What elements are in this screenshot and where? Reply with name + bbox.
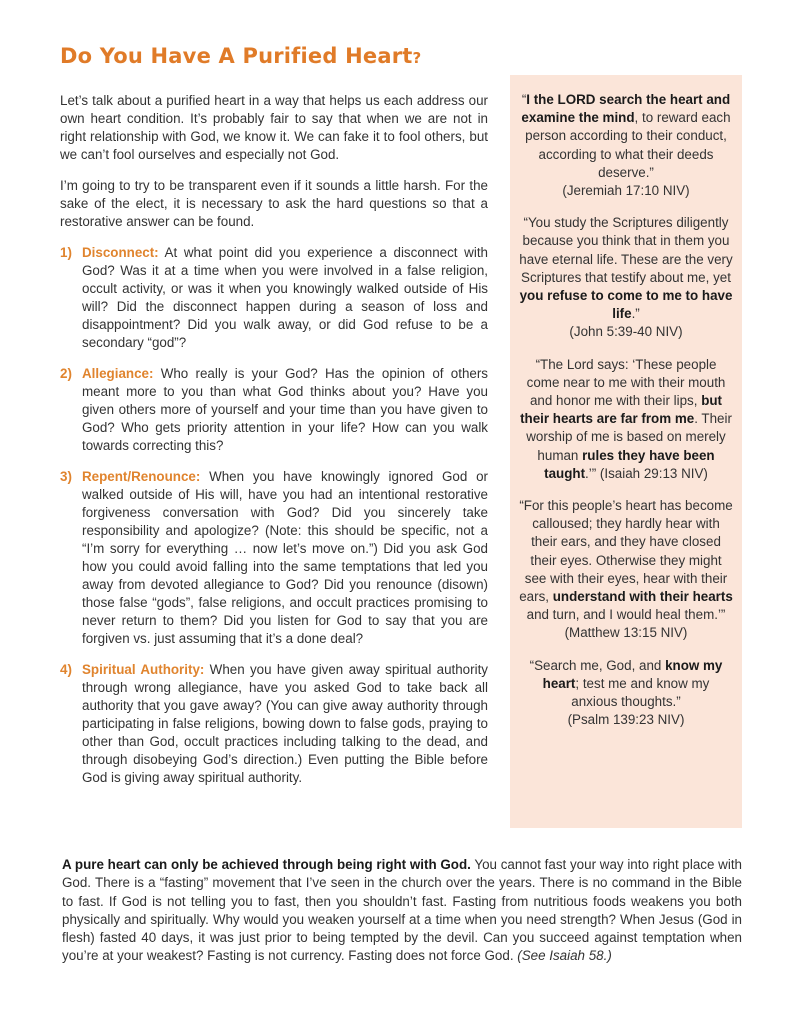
list-text: When you have knowingly ignored God or walked outside of His will, have you had an intentional restorative forgiveness conversation with God? Did you sincerely take responsibility and apologize? (Note: this should be specific, not a “I’m sorry for everything … now let’s move on.”) Did you ask God how you could avoid falling into the same temptations that led you away from devoted allegiance to God? Did you renounce (disown) those false “gods”, false religions, and occult practices promising to never return to them? Did you listen for God to say that you are forgiven vs. just assuming that it’s a done deal? [82, 469, 488, 646]
list-number: 1) [60, 245, 72, 260]
quote-text: . Their worship of me is based on merely human [526, 411, 732, 463]
list-label: Spiritual Authority: [82, 662, 205, 677]
intro-paragraph-2: I’m going to try to be transparent even if it sounds a little harsh. For the sake of the elect, it is necessary to ask the hard questions so that a restorative answer can be found. [60, 178, 488, 229]
quote-matthew [518, 497, 734, 643]
quote-reference: (Matthew 13:15 NIV) [564, 625, 688, 641]
main-column [60, 92, 488, 800]
list-item-disconnect [60, 244, 488, 352]
quote-text: and turn, and I would heal them.’” [526, 607, 726, 623]
quote-reference: (Psalm 139:23 NIV) [567, 712, 685, 728]
quote-text: .’” (Isaiah 29:13 NIV) [585, 465, 708, 481]
closing-reference: (See Isaiah 58.) [517, 947, 612, 963]
list-item-spiritual-authority [60, 661, 488, 787]
quote-isaiah [518, 356, 734, 483]
quote-jeremiah [518, 91, 734, 200]
quote-text: “ [521, 92, 527, 107]
list-text: Who really is your God? Has the opinion of others meant more to you than what God thinks about you? Have you given others more of yourself and your time than you have given to God? Who gets priority attention in your life? How can you walk towards correcting this? [82, 366, 488, 453]
quote-emphasis: but their hearts are far from me [520, 393, 723, 427]
quote-reference: (John 5:39-40 NIV) [569, 324, 683, 340]
title-text: Do You Have A Purified Heart [60, 44, 413, 68]
quote-text: “Search me, God, and [529, 657, 666, 673]
quote-john [518, 214, 734, 341]
closing-paragraph [62, 856, 742, 965]
list-label: Repent/Renounce: [82, 469, 201, 484]
list-item-allegiance [60, 365, 488, 455]
quote-text: , to reward each person according to their conduct, according to what their deeds deserve.” [525, 110, 731, 180]
list-text: At what point did you experience a disconnect with God? Was it at a time when you were involved in a false religion, occult activity, or was it when you knowingly walked outside of His will? Did the disconnect happen during a season of loss and disappointment? Did you walk away, or did God refuse to be a secondary “god”? [82, 245, 488, 350]
quote-text: ; test me and know my anxious thoughts.” [571, 675, 710, 710]
list-item-repent-renounce [60, 468, 488, 648]
quote-emphasis: you refuse to come to me to have life [519, 288, 733, 322]
quote-text: “The Lord says: ‘These people come near to me with their mouth and honor me with their lips, [526, 356, 726, 409]
quote-text: “For this people’s heart has become calloused; they hardly hear with their ears, and they have closed their eyes. Otherwise they might see with their eyes, hear with their ears, [519, 498, 733, 605]
quote-reference: (Jeremiah 17:10 NIV) [562, 183, 690, 199]
quote-emphasis: I the LORD search the heart and examine the mind [521, 92, 731, 126]
list-label: Allegiance: [82, 366, 154, 381]
list-number: 2) [60, 366, 72, 381]
list-text: When you have given away spiritual authority through wrong allegiance, have you asked God to take back all authority that you gave away? (You can give away authority through participating in false religions, bowing down to false gods, praying to other than God, occult practices including talking to the dead, and through disobeying God’s direction.) Even putting the Bible before God is giving away spiritual authority. [82, 662, 488, 785]
title-question-mark: ? [412, 49, 422, 67]
quote-emphasis: know my heart [542, 657, 723, 691]
closing-text: You cannot fast your way into right place with God. There is a “fasting” movement that I’ve seen in the church over the years. There is no command in the Bible to fast. If God is not telling you to fast, then you shouldn’t fast. Fasting from nutritious foods weakens you both physically and spiritually. Why would you weaken yourself at a time when you need strength? When Jesus (God in flesh) fasted 40 days, it was just prior to being tempted by the devil. Can you succeed against temptation when you’re at your weakest? Fasting is not currency. Fasting does not force God. [62, 857, 742, 963]
quote-emphasis: understand with their hearts [552, 589, 733, 605]
quote-psalm [518, 657, 734, 730]
closing-emphasis: A pure heart can only be achieved through being right with God. [62, 857, 471, 873]
quote-emphasis: rules they have been taught [544, 447, 715, 481]
question-list [60, 244, 488, 787]
quote-text: “You study the Scriptures diligently because you think that in them you have eternal life. These are the very Scriptures that testify about me, yet [519, 215, 733, 285]
intro-paragraph-1: Let’s talk about a purified heart in a way that helps us each address our own heart condition. It’s probably fair to say that when we are not in right relationship with God, we know it. We can fake it to fool others, but we can’t fool ourselves and especially not God. [60, 93, 488, 162]
page-title [60, 44, 421, 68]
scripture-sidebar [510, 75, 742, 828]
list-label: Disconnect: [82, 245, 159, 260]
list-number: 4) [60, 662, 72, 677]
list-number: 3) [60, 469, 72, 484]
quote-text: .” [631, 306, 640, 322]
